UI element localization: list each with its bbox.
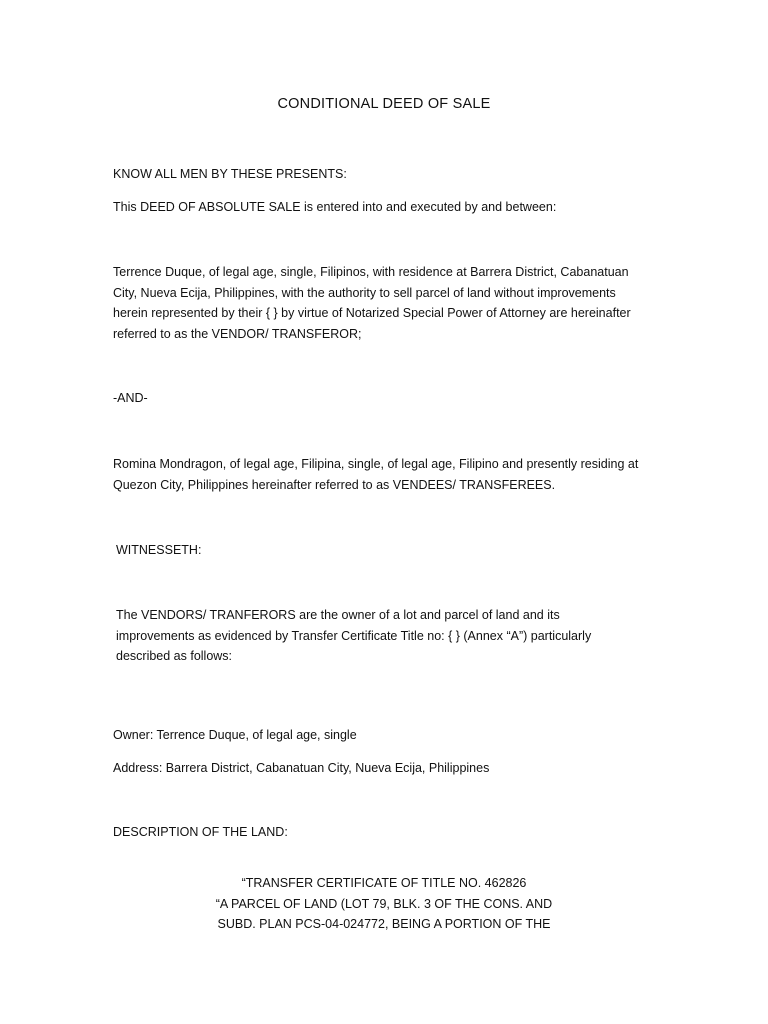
- document-title: CONDITIONAL DEED OF SALE: [277, 96, 491, 112]
- witnesseth-heading: WITNESSETH:: [116, 543, 202, 557]
- and-separator: -AND-: [113, 391, 148, 405]
- vendor-paragraph: Terrence Duque, of legal age, single, Filipinos, with residence at Barrera District, Cabanatuan City, Nueva Ecija, Philippines, with the authority to sell parcel of land without improvements herein represented by their { } by virtue of Notarized Special Power of Attorney are hereinafter referred to as the VENDOR/ TRANSFEROR;: [113, 265, 631, 341]
- ownership-paragraph: The VENDORS/ TRANFERORS are the owner of a lot and parcel of land and its improvements as evidenced by Transfer Certificate Title no: { } (Annex “A”) particularly described as follows:: [116, 608, 592, 663]
- address-line: Address: Barrera District, Cabanatuan City, Nueva Ecija, Philippines: [113, 761, 490, 775]
- intro-line: KNOW ALL MEN BY THESE PRESENTS:: [113, 167, 347, 181]
- land-description-block: [0, 873, 768, 935]
- owner-line: Owner: Terrence Duque, of legal age, single: [113, 728, 357, 742]
- opening-line: This DEED OF ABSOLUTE SALE is entered into and executed by and between:: [113, 200, 557, 214]
- land-description-line-1: “TRANSFER CERTIFICATE OF TITLE NO. 462826: [241, 876, 527, 890]
- land-description-heading: DESCRIPTION OF THE LAND:: [113, 825, 288, 839]
- land-description-line-2: “A PARCEL OF LAND (LOT 79, BLK. 3 OF THE CONS. AND: [215, 896, 553, 911]
- vendee-paragraph: Romina Mondragon, of legal age, Filipina, single, of legal age, Filipino and presently residing at Quezon City, Philippines hereinafter referred to as VENDEES/ TRANSFEREES.: [113, 457, 639, 492]
- land-description-line-3: SUBD. PLAN PCS-04-024772, BEING A PORTION OF THE: [217, 917, 551, 931]
